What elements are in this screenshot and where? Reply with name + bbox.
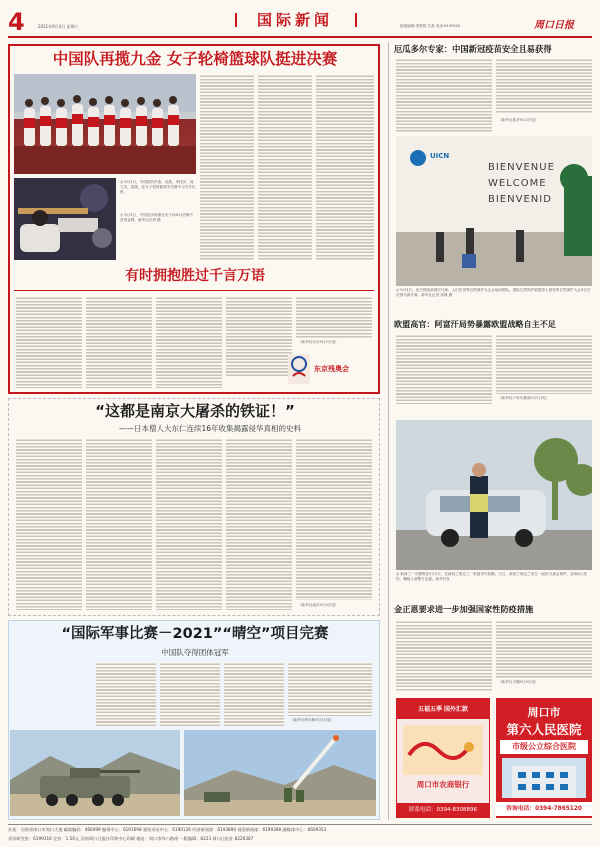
sign-word-2: WELCOME (488, 178, 547, 189)
feature-body-col5 (296, 296, 372, 338)
lead-second-caption: ◎ 9月3日，中国选手杨倩在女子(SH1)决赛中获得金牌，新华社记者 摄 (120, 213, 193, 222)
military-body-col3 (224, 662, 284, 726)
japan-body-col4 (226, 438, 292, 610)
team-photo-illustration (14, 74, 196, 174)
right-middle-source: （新华社卢布尔雅那9月2日电） (498, 396, 550, 400)
footer-line-2: 采访研究室：6199316 定价：1.50元 河南周口日报社印务中心印刷 地址：周口市纬六路南 一版编辑：8223 周口日报社 8220387 (8, 836, 254, 841)
military-photo-vehicle (10, 730, 180, 816)
right-middle-body-col1 (396, 334, 492, 404)
lead-photo-shooter (14, 178, 116, 260)
sign-word-3: BIENVENID (488, 194, 552, 205)
japan-subheadline: ——日本僧人大东仁连续16年收集揭露侵华真相的史料 (118, 424, 302, 433)
japan-body-col1 (16, 438, 82, 610)
japan-headline: “这都是南京大屠杀的铁证！” (95, 402, 295, 420)
section-title: 国际新闻 (256, 11, 333, 29)
page-number: 4 (8, 8, 25, 36)
missile-launch-illustration (184, 730, 376, 816)
right-middle-headline: 欧盟高官：阿富汗局势暴露欧盟战略自主不足 (394, 319, 556, 329)
right-bottom-body-col2 (496, 620, 592, 678)
right-bottom-headline: 金正恩要求进一步加强国家性防疫措施 (394, 604, 534, 614)
military-subheadline: 中国队夺得团体冠军 (161, 648, 229, 657)
armored-vehicle-illustration (10, 730, 180, 816)
congress-entrance-illustration (396, 136, 592, 286)
right-top-body-col2 (496, 58, 592, 114)
japan-body-col2 (86, 438, 152, 610)
right-bottom-source: （新华社平壤9月3日电） (498, 680, 539, 684)
sign-org: UICN (430, 152, 450, 160)
right-column-divider (388, 42, 389, 820)
feature-rule (14, 290, 374, 291)
hospital-building-icon (502, 758, 586, 798)
bank-ad[interactable] (396, 698, 490, 818)
marseille-caption: ◎ 9月3日，在法国南部城市马赛，人们在世界自然保护大会会场前排队。国际自然保护联盟第七届世界自然保护大会3日在法国马赛开幕。新华社记者 高静 摄 (396, 288, 591, 297)
right-top-source: （新华社基多9月2日电） (498, 118, 539, 122)
military-body-col2 (160, 662, 220, 726)
hospital-ad[interactable] (496, 698, 592, 818)
lead-body-col1 (200, 74, 254, 260)
bank-ad-title: 周口市农商银行 (416, 780, 470, 789)
bank-ad-banner: 五福五季 国外汇款 (417, 706, 469, 713)
feature-body-col3 (156, 296, 222, 388)
footer-rule (8, 824, 592, 825)
hospital-ad-building (502, 758, 586, 798)
lead-body-col3 (316, 74, 374, 260)
military-photo-missile (184, 730, 376, 816)
auckland-photo (396, 420, 592, 570)
bank-ad-art (403, 725, 483, 775)
hospital-ad-title2: 第六人民医院 (506, 722, 582, 737)
lead-headline: 中国队再揽九金 女子轮椅篮球队挺进决赛 (52, 50, 338, 68)
section-bracket-right (349, 13, 357, 27)
paralympic-logo-label: 东京残奥会 (314, 365, 349, 373)
hospital-ad-phone: 咨询电话：0394-7865120 (496, 802, 592, 816)
military-body-col4 (288, 662, 372, 716)
sign-word-1: BIENVENUE (488, 162, 555, 173)
header-rule (8, 36, 592, 38)
right-middle-body-col2 (496, 334, 592, 394)
hospital-ad-title3: 市级公立综合医院 (500, 740, 588, 754)
right-bottom-body-col1 (396, 620, 492, 692)
date-line: 2021年9月4日 星期六 (38, 24, 79, 29)
lead-caption: ◎ 9月3日，中国队的肖燕、吴燕、李佳庆、周立英、裴姚，在女子轮椅篮球半决赛中与对手比拼。 (120, 180, 196, 194)
police-scene-illustration (396, 420, 592, 570)
paralympic-logo (288, 350, 370, 388)
hospital-ad-title1: 周口市 (527, 706, 561, 719)
newspaper-logo: 周口日报 (534, 20, 574, 31)
shooter-photo-illustration (14, 178, 116, 260)
bank-ad-phone: 联系电话：0394-8308896 (397, 803, 489, 817)
dragon-icon (403, 725, 483, 775)
japan-source: （新华社南京9月3日电） (298, 603, 339, 607)
right-top-headline: 厄瓜多尔专家：中国新冠疫苗安全且易获得 (394, 44, 552, 54)
japan-body-col5 (296, 438, 372, 600)
japan-body-col3 (156, 438, 222, 610)
editor-line: 组版编辑:李思悦 关晶 电话:6199520 (400, 24, 461, 28)
feature-body-col4 (226, 296, 292, 376)
feature-source: （新华社东京9月2日电） (298, 340, 339, 344)
marseille-photo (396, 136, 592, 286)
right-top-body-col1 (396, 58, 492, 132)
auckland-caption: ◎ 新西兰一名警察在9月3日，在新西兰奥克兰一家超市外执勤。当日，新西兰奥克兰发生一起持刀袭击事件，造成6人受伤，嫌疑人被警方击毙。新华社发 (396, 572, 587, 581)
military-source: （新华社库尔勒9月3日电） (290, 718, 335, 722)
feature-headline: 有时拥抱胜过千言万语 (125, 268, 265, 284)
section-bracket-left (235, 13, 243, 27)
military-headline: “国际军事比赛－2021”“晴空”项目完赛 (61, 626, 329, 642)
military-body-col1 (96, 662, 156, 726)
footer-line-1: 社址：河南省周口市周口大道 邮政编码：466099 编务中心：6191698 要闻采访中心：6190126 经济新闻部：6193890 视觉新闻部：6199398 融媒体中心：6609353 (8, 827, 327, 832)
lead-photo-team (14, 74, 196, 174)
feature-body-col2 (86, 296, 152, 388)
lead-body-col2 (258, 74, 312, 260)
feature-body-col1 (16, 296, 82, 388)
